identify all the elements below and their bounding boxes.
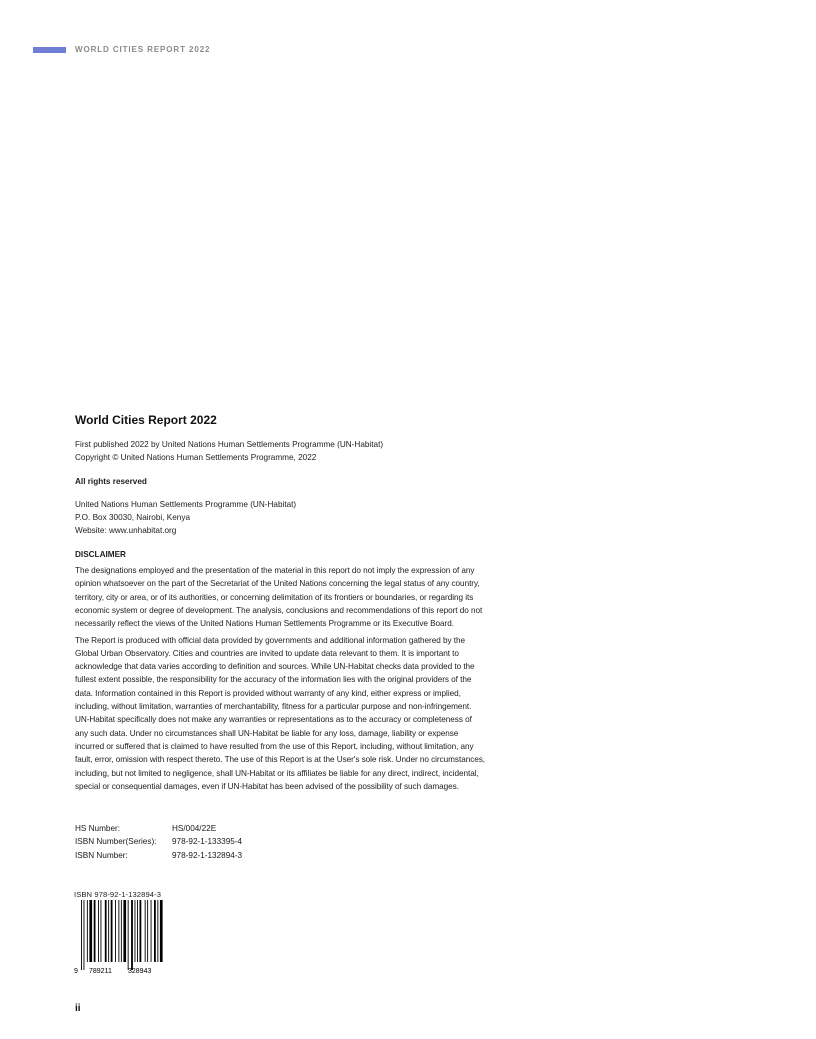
address-website: Website: www.unhabitat.org — [75, 526, 177, 536]
barcode-bar — [115, 900, 116, 962]
barcode-bar — [157, 900, 158, 962]
barcode-bar — [101, 900, 102, 962]
barcode-bar — [145, 900, 146, 962]
rights-line: All rights reserved — [75, 476, 147, 486]
disclaimer-paragraph-1: The designations employed and the presentation of the material in this report do not imply the expression of any opinion whatsoever on the part of the Secretariat of the United Nations concerning the legal status of any country, territory, city or area, or of its authorities, or concerning delimitation of its frontiers or boundaries, or regarding its economic system or degree of development. The analysis, conclusions and recommendations of this report do not necessarily reflect the views of the United Nations Human Settlements Programme or its Executive Board. — [75, 566, 483, 629]
barcode-bars — [81, 900, 163, 970]
address-org: United Nations Human Settlements Programme (UN-Habitat) — [75, 499, 297, 509]
barcode-bar — [118, 900, 119, 962]
number-row-hs — [75, 822, 242, 835]
barcode-bar — [89, 900, 92, 962]
barcode-bar — [135, 900, 136, 962]
disclaimer-paragraph-2: The Report is produced with official data provided by governments and additional information gathered by the Global Urban Observatory. Cities and countries are invited to update data relevant to them. It is important to acknowledge that data varies according to definition and sources. While UN-Habitat checks data provided to the fullest extent possible, the responsibility for the accuracy of the information lies with the original providers of the data. Information contained in this Report is provided without warranty of any kind, either express or implied, including, without limitation, warranties of merchantability, fitness for a particular purpose and non-infringement. UN-Habitat specifically does not make any warranties or representations as to the accuracy or completeness of any such data. Under no circumstances shall UN-Habitat be liable for any loss, damage, liability or expense incurred or suffered that is claimed to have resulted from the use of this Report, including, without limitation, any fault, error, omission with respect thereto. The use of this Report is at the User's sole risk. Under no circumstances, including, but not limited to negligence, shall UN-Habitat or its affiliates be liable for any direct, indirect, incidental, special or consequential damages, even if UN-Habitat has been advised of the possibility of such damages. — [75, 635, 486, 791]
isbn-barcode — [74, 890, 166, 976]
barcode-bar — [87, 900, 88, 962]
report-title: World Cities Report 2022 — [75, 413, 217, 427]
barcode-graphic — [74, 900, 166, 976]
barcode-bar — [131, 900, 133, 970]
barcode-digits-right: 328943 — [128, 968, 152, 975]
first-published-line: First published 2022 by United Nations Human Settlements Programme (UN-Habitat) — [75, 440, 384, 449]
header-accent-bar — [33, 47, 66, 53]
hs-number-label: HS Number: — [75, 824, 121, 833]
page-number: ii — [75, 1003, 81, 1014]
barcode-bar — [105, 900, 107, 962]
barcode-bar — [147, 900, 148, 962]
barcode-bar — [140, 900, 142, 962]
barcode-bar — [160, 900, 163, 962]
isbn-series-value: 978-92-1-133395-4 — [172, 837, 243, 847]
barcode-bar — [108, 900, 109, 962]
barcode-bar — [121, 900, 122, 962]
hs-number-value: HS/004/22E — [172, 824, 217, 833]
barcode-digits-left: 789211 — [89, 968, 112, 975]
number-row-isbn — [75, 849, 242, 862]
barcode-bar — [84, 900, 85, 970]
isbn-series-label: ISBN Number(Series): — [75, 837, 157, 847]
barcode-bar — [111, 900, 113, 962]
imprint-content — [75, 412, 485, 793]
number-row-isbn-series — [75, 835, 242, 848]
barcode-bar — [123, 900, 126, 962]
barcode-bar — [98, 900, 99, 962]
copyright-line: Copyright © United Nations Human Settlements Programme, 2022 — [75, 453, 317, 463]
publication-numbers — [75, 822, 242, 862]
barcode-isbn-text: ISBN 978-92-1-132894-3 — [74, 890, 162, 899]
barcode-bar — [81, 900, 82, 970]
barcode-bar — [137, 900, 138, 962]
barcode-bar — [154, 900, 156, 962]
barcode-bar — [94, 900, 96, 962]
barcode-bar — [151, 900, 152, 962]
disclaimer-heading: DISCLAIMER — [75, 549, 126, 559]
barcode-bar — [128, 900, 129, 970]
isbn-value: 978-92-1-132894-3 — [172, 850, 243, 860]
address-po-box: P.O. Box 30030, Nairobi, Kenya — [75, 513, 190, 523]
barcode-digit-first: 9 — [74, 968, 78, 975]
running-head: WORLD CITIES REPORT 2022 — [75, 45, 211, 54]
isbn-label: ISBN Number: — [75, 850, 128, 860]
